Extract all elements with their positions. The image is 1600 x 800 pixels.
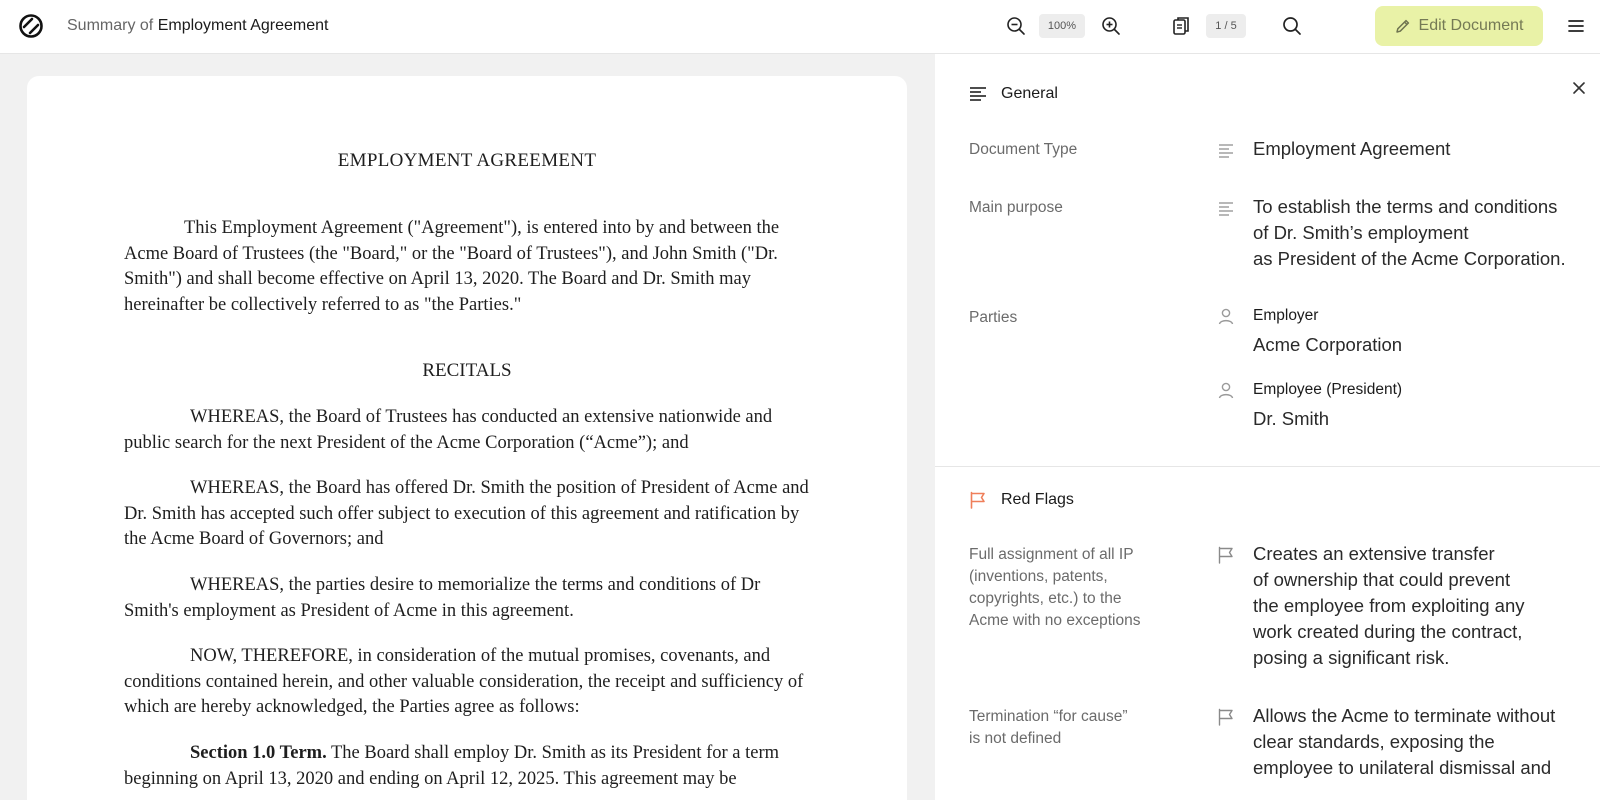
edit-document-label: Edit Document: [1418, 17, 1524, 34]
logo-icon[interactable]: [18, 13, 44, 39]
title-document-name: Employment Agreement: [157, 17, 329, 34]
zoom-level[interactable]: 100%: [1039, 14, 1085, 38]
red-flag-2-label: [969, 706, 1128, 750]
parties-label: Parties: [969, 309, 1018, 326]
summary-panel: [935, 54, 1600, 800]
document-page: [27, 76, 907, 800]
general-title: General: [1001, 85, 1058, 102]
pencil-icon: [1395, 18, 1411, 34]
red-flag-1-label: [969, 544, 1140, 632]
zoom-in-icon[interactable]: [1099, 14, 1123, 38]
flag-icon: [1217, 546, 1235, 564]
purpose-line-2: of Dr. Smith’s employment: [1253, 222, 1469, 243]
close-icon[interactable]: [1567, 76, 1591, 100]
whereas-paragraph-3: WHEREAS, the parties desire to memorialize the terms and conditions of Dr Smith's employment as President of Acme in this agreement.: [124, 575, 761, 621]
flag-2-label-line-1: Termination “for cause”: [969, 708, 1128, 725]
person-icon: [1217, 307, 1235, 325]
flag-1-line-4: work created during the contract,: [1253, 621, 1523, 642]
document-heading: EMPLOYMENT AGREEMENT: [337, 150, 597, 171]
menu-icon[interactable]: [1564, 14, 1588, 38]
person-icon: [1217, 381, 1235, 399]
edit-document-button[interactable]: [1375, 6, 1543, 46]
flag-1-label-line-3: copyrights, etc.) to the: [969, 590, 1122, 607]
red-flag-1-description: [1253, 541, 1524, 671]
flag-1-label-line-4: Acme with no exceptions: [969, 612, 1141, 629]
flag-1-line-1: Creates an extensive transfer: [1253, 543, 1495, 564]
recitals-heading: RECITALS: [422, 360, 512, 381]
now-therefore-paragraph: NOW, THEREFORE, in consideration of the mutual promises, covenants, and conditions contained herein, and other valuable consideration, the receipt and sufficiency of which are hereby acknowledged, the Parties agree as follows:: [124, 646, 804, 717]
party-employer-role: Employer: [1253, 307, 1319, 324]
section-divider: [935, 466, 1600, 467]
page-indicator[interactable]: 1 / 5: [1206, 14, 1246, 38]
text-lines-icon: [1217, 200, 1235, 218]
flag-1-line-2: of ownership that could prevent: [1253, 569, 1511, 590]
document-title: [67, 17, 328, 35]
search-icon[interactable]: [1280, 14, 1304, 38]
party-employer-name: Acme Corporation: [1253, 334, 1403, 355]
flag-1-label-line-1: Full assignment of all IP: [969, 546, 1134, 563]
section-1-paragraph: [124, 741, 814, 792]
title-prefix: Summary of: [67, 17, 154, 34]
flag-2-line-1: Allows the Acme to terminate without: [1253, 705, 1556, 726]
text-lines-icon: [969, 86, 987, 102]
section-1-title: Section 1.0 Term.: [190, 743, 327, 763]
party-employee-name: Dr. Smith: [1253, 408, 1330, 429]
general-section-header: [969, 85, 1058, 103]
section-1-text: The Board shall employ Dr. Smith as its President for a term beginning on April 13, 2020 and ending on April 12, 2025. This agreement may be: [124, 743, 780, 789]
red-flags-title: Red Flags: [1001, 491, 1074, 508]
flag-1-line-5: posing a significant risk.: [1253, 647, 1450, 668]
text-lines-icon: [1217, 142, 1235, 160]
whereas-paragraph-2: WHEREAS, the Board has offered Dr. Smith the position of President of Acme and Dr. Smith has accepted such offer subject to execution of this agreement and ratification by the Acme Board of Governors; and: [124, 478, 809, 549]
red-flags-section-header: [969, 491, 1074, 509]
main-purpose-value: [1253, 194, 1566, 272]
purpose-line-3: as President of the Acme Corporation.: [1253, 248, 1566, 269]
flag-2-label-line-2: is not defined: [969, 730, 1062, 747]
document-type-label: Document Type: [969, 141, 1078, 158]
red-flag-2-description: [1253, 703, 1555, 781]
intro-paragraph: This Employment Agreement ("Agreement"), is entered into by and between the Acme Board of Trustees (the "Board," or the "Board of Trustees"), and John Smith ("Dr. Smith") and shall become effective on April 13, 2020. The Board and Dr. Smith may hereinafter be collectively referred to as "the Parties.": [124, 218, 780, 315]
zoom-out-icon[interactable]: [1004, 14, 1028, 38]
flag-icon: [1217, 708, 1235, 726]
flag-icon: [969, 491, 987, 509]
purpose-line-1: To establish the terms and conditions: [1253, 196, 1558, 217]
party-employee-role: Employee (President): [1253, 381, 1403, 398]
flag-1-line-3: the employee from exploiting any: [1253, 595, 1525, 616]
flag-1-label-line-2: (inventions, patents,: [969, 568, 1108, 585]
pages-icon[interactable]: [1169, 14, 1193, 38]
flag-2-line-3: employee to unilateral dismissal and: [1253, 757, 1552, 778]
top-bar: [0, 0, 1600, 54]
flag-2-line-2: clear standards, exposing the: [1253, 731, 1495, 752]
whereas-paragraph-1: WHEREAS, the Board of Trustees has conducted an extensive nationwide and public search for the next President of the Acme Corporation (“Acme”); and: [124, 407, 773, 453]
document-type-value: Employment Agreement: [1253, 138, 1451, 159]
main-purpose-label: Main purpose: [969, 199, 1063, 216]
